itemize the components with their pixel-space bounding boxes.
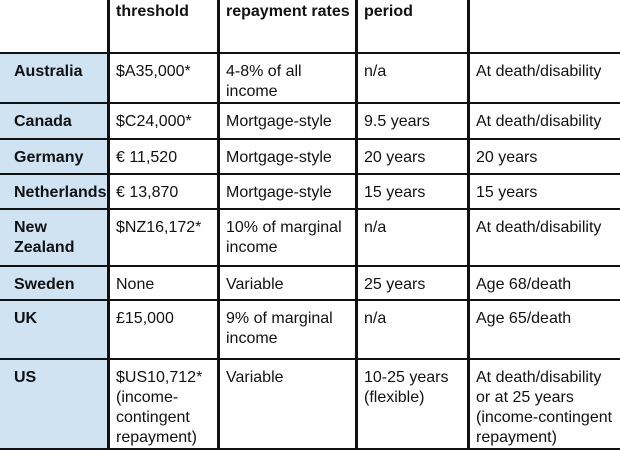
period-cell: 15 years <box>358 175 470 210</box>
header-row <box>0 0 620 54</box>
table-row <box>0 210 620 267</box>
country-cell: US <box>0 360 110 450</box>
period-cell: 10-25 years (flexible) <box>358 360 470 450</box>
country-cell: New Zealand <box>0 210 110 267</box>
table-row <box>0 360 620 450</box>
forgiveness-cell: At death/disability <box>470 210 620 267</box>
header-repayment-rates: repayment rates <box>220 0 358 54</box>
forgiveness-cell: At death/disability <box>470 104 620 140</box>
rate-cell: Mortgage-style <box>220 104 358 140</box>
table-row <box>0 175 620 210</box>
period-cell: 20 years <box>358 140 470 175</box>
rate-cell: Variable <box>220 267 358 301</box>
country-cell: Sweden <box>0 267 110 301</box>
period-cell: n/a <box>358 301 470 360</box>
forgiveness-cell: Age 68/death <box>470 267 620 301</box>
rate-cell: Variable <box>220 360 358 450</box>
threshold-cell: None <box>110 267 220 301</box>
header-amortisation-period: period <box>358 0 470 54</box>
forgiveness-cell: At death/disability or at 25 years (income-contingent repayment) <box>470 360 620 450</box>
table-row <box>0 267 620 301</box>
period-cell: 25 years <box>358 267 470 301</box>
rate-cell: Mortgage-style <box>220 175 358 210</box>
period-cell: n/a <box>358 210 470 267</box>
rate-cell: 10% of marginal income <box>220 210 358 267</box>
country-cell: Netherlands <box>0 175 110 210</box>
header-loan-forgiveness <box>470 0 620 54</box>
forgiveness-cell: 15 years <box>470 175 620 210</box>
threshold-cell: € 13,870 <box>110 175 220 210</box>
threshold-cell: $C24,000* <box>110 104 220 140</box>
table-row <box>0 54 620 104</box>
country-cell: Canada <box>0 104 110 140</box>
table-row <box>0 140 620 175</box>
header-country <box>0 0 110 54</box>
table-row <box>0 301 620 360</box>
header-income-threshold: threshold <box>110 0 220 54</box>
rate-cell: Mortgage-style <box>220 140 358 175</box>
forgiveness-cell: At death/disability <box>470 54 620 104</box>
country-cell: Australia <box>0 54 110 104</box>
threshold-cell: £15,000 <box>110 301 220 360</box>
threshold-cell: $A35,000* <box>110 54 220 104</box>
rate-cell: 4-8% of all income <box>220 54 358 104</box>
country-cell: Germany <box>0 140 110 175</box>
table-row <box>0 104 620 140</box>
forgiveness-cell: Age 65/death <box>470 301 620 360</box>
threshold-cell: $US10,712* (income-contingent repayment) <box>110 360 220 450</box>
period-cell: 9.5 years <box>358 104 470 140</box>
period-cell: n/a <box>358 54 470 104</box>
forgiveness-cell: 20 years <box>470 140 620 175</box>
country-cell: UK <box>0 301 110 360</box>
threshold-cell: $NZ16,172* <box>110 210 220 267</box>
threshold-cell: € 11,520 <box>110 140 220 175</box>
rate-cell: 9% of marginal income <box>220 301 358 360</box>
